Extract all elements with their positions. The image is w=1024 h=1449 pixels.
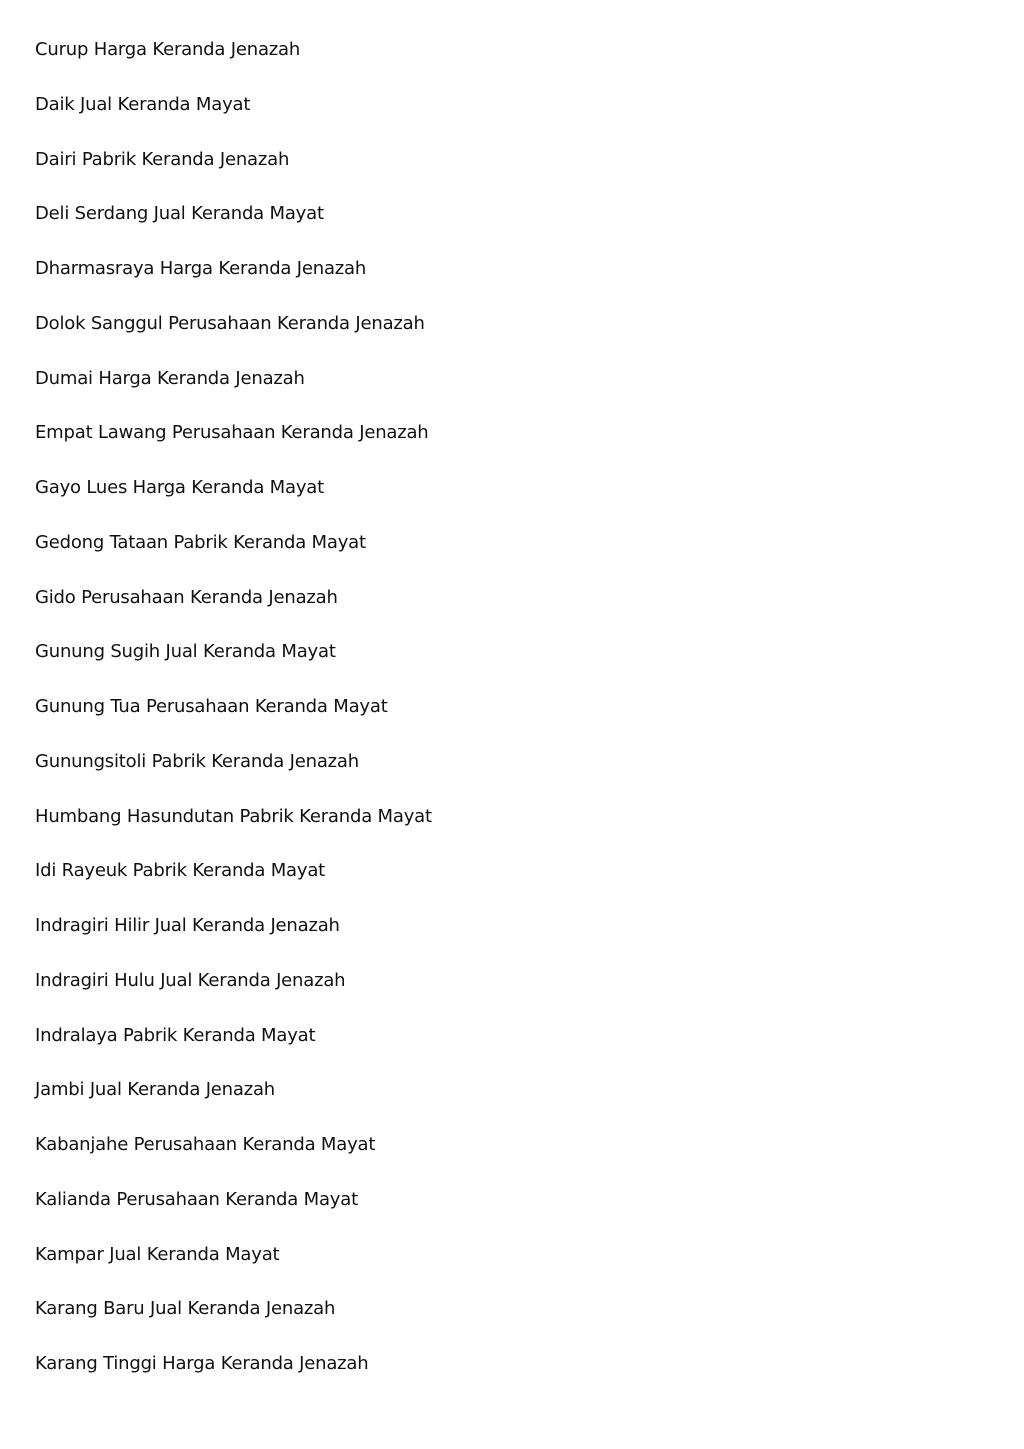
list-item: Kabanjahe Perusahaan Keranda Mayat: [35, 1134, 376, 1155]
list-item: Dharmasraya Harga Keranda Jenazah: [35, 258, 367, 279]
list-item: Curup Harga Keranda Jenazah: [35, 39, 301, 60]
list-item: Indralaya Pabrik Keranda Mayat: [35, 1024, 316, 1046]
list-item: Empat Lawang Perusahaan Keranda Jenazah: [35, 422, 429, 444]
list-item: Daik Jual Keranda Mayat: [35, 93, 251, 115]
list-item: Gunung Sugih Jual Keranda Mayat: [35, 641, 336, 663]
list-item: Kampar Jual Keranda Mayat: [35, 1243, 280, 1265]
list-item: Idi Rayeuk Pabrik Keranda Mayat: [35, 860, 326, 882]
list-item: Jambi Jual Keranda Jenazah: [35, 1079, 275, 1101]
list-item: Gido Perusahaan Keranda Jenazah: [35, 586, 338, 608]
list-item: Gunungsitoli Pabrik Keranda Jenazah: [35, 750, 359, 772]
list-item: Karang Baru Jual Keranda Jenazah: [35, 1298, 336, 1320]
list-item: Karang Tinggi Harga Keranda Jenazah: [35, 1353, 369, 1374]
list-item: Humbang Hasundutan Pabrik Keranda Mayat: [35, 805, 432, 827]
list-item: Indragiri Hulu Jual Keranda Jenazah: [35, 969, 346, 991]
list-item: Dairi Pabrik Keranda Jenazah: [35, 148, 290, 170]
list-item: Gedong Tataan Pabrik Keranda Mayat: [35, 531, 366, 553]
list-item: Dumai Harga Keranda Jenazah: [35, 367, 305, 389]
list-item: Kalianda Perusahaan Keranda Mayat: [35, 1188, 358, 1210]
list-item: Dolok Sanggul Perusahaan Keranda Jenazah: [35, 312, 425, 334]
list-item: Gunung Tua Perusahaan Keranda Mayat: [35, 696, 388, 717]
keyword-list: [35, 36, 432, 1405]
list-item: Deli Serdang Jual Keranda Mayat: [35, 203, 324, 225]
list-item: Indragiri Hilir Jual Keranda Jenazah: [35, 915, 340, 936]
list-item: Gayo Lues Harga Keranda Mayat: [35, 477, 324, 498]
